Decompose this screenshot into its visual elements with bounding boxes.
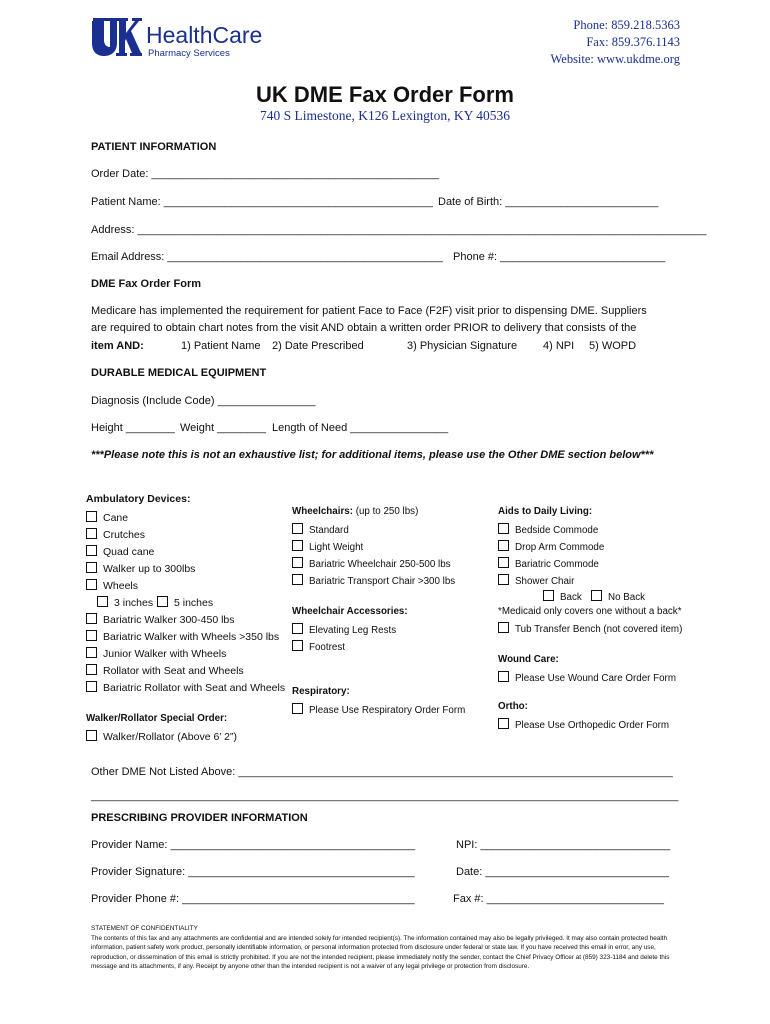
date-field[interactable]: Date: ______________________________ [456, 866, 669, 878]
provider-phone-field[interactable]: Provider Phone #: ______________________________________ [91, 893, 415, 905]
checkbox-icon[interactable] [86, 528, 97, 539]
checkbox-walker-special[interactable]: Walker/Rollator (Above 6’ 2”) [86, 730, 237, 743]
ortho-heading: Ortho: [498, 701, 528, 712]
checkbox-icon[interactable] [86, 562, 97, 573]
checkbox-icon[interactable] [498, 540, 509, 551]
checkbox-wheels[interactable]: Wheels [86, 579, 138, 592]
checkbox-icon[interactable] [498, 718, 509, 729]
checkbox-bariatric-commode[interactable]: Bariatric Commode [498, 557, 599, 570]
checkbox-light-weight[interactable]: Light Weight [292, 540, 363, 553]
checkbox-icon[interactable] [292, 623, 303, 634]
checkbox-icon[interactable] [86, 681, 97, 692]
brand-sub: Pharmacy Services [148, 48, 230, 59]
checkbox-junior-walker[interactable]: Junior Walker with Wheels [86, 647, 226, 660]
medicare-text-line1: Medicare has implemented the requirement for patient Face to Face (F2F) visit prior to dispensing DME. Suppliers [91, 305, 647, 317]
checkbox-respiratory[interactable]: Please Use Respiratory Order Form [292, 703, 465, 716]
brand-name: HealthCare [146, 22, 263, 48]
checkbox-bariatric-transport[interactable]: Bariatric Transport Chair >300 lbs [292, 574, 455, 587]
checkbox-crutches[interactable]: Crutches [86, 528, 145, 541]
checkbox-icon[interactable] [97, 596, 108, 607]
header-fax: Fax: 859.376.1143 [586, 35, 680, 49]
checkbox-icon[interactable] [543, 590, 554, 601]
checkbox-icon[interactable] [86, 664, 97, 675]
provider-signature-field[interactable]: Provider Signature: _____________________________________ [91, 866, 415, 878]
confidentiality-text: The contents of this fax and any attachments are confidential and are intended solely for intended recipient(s). The information contained may also be legally privileged. It may also contain protected health information, patient safety work product, personally identifiable information, or personal information protected from disclosure under federal or state law. If you have received this email in error, any use, reproduction, or dissemination of this email is strictly prohibited. If you are not the intended recipient, please immediately notify the sender, contact the Chief Privacy Officer at (859) 323-1184 and delete this message and its attachments, if any. Receipt by anyone other than the intended recipient is not a waiver of any legal privilege or protection from disclosure. [91, 935, 670, 971]
checkbox-icon[interactable] [292, 540, 303, 551]
requirement-5: 5) WOPD [589, 340, 637, 352]
checkbox-3-inches[interactable]: 3 inches [97, 596, 153, 609]
other-dme-line2[interactable]: ________________________________________________________________________________________________ [91, 790, 679, 802]
ambulatory-heading: Ambulatory Devices: [86, 493, 191, 505]
checkbox-standard[interactable]: Standard [292, 523, 349, 536]
header-phone: Phone: 859.218.5363 [573, 18, 680, 32]
checkbox-icon[interactable] [591, 590, 602, 601]
exhaustive-note: ***Please note this is not an exhaustive list; for additional items, please use the Other DME section below*** [91, 449, 654, 461]
form-address: 740 S Limestone, K126 Lexington, KY 40536 [260, 108, 510, 123]
checkbox-icon[interactable] [86, 613, 97, 624]
dme-heading: DURABLE MEDICAL EQUIPMENT [91, 367, 267, 379]
checkbox-icon[interactable] [86, 579, 97, 590]
checkbox-icon[interactable] [498, 671, 509, 682]
medicare-text-line2: are required to obtain chart notes from the visit AND obtain a written order PRIOR to delivery that consists of the [91, 322, 637, 334]
checkbox-icon[interactable] [498, 557, 509, 568]
wheelchairs-heading: Wheelchairs: (up to 250 lbs) [292, 506, 419, 517]
wound-care-heading: Wound Care: [498, 654, 559, 665]
checkbox-icon[interactable] [292, 640, 303, 651]
checkbox-icon[interactable] [498, 574, 509, 585]
phone-field[interactable]: Phone #: ___________________________ [453, 251, 666, 263]
checkbox-back[interactable]: Back [543, 590, 582, 603]
requirement-1: 1) Patient Name [181, 340, 261, 352]
uk-logo [92, 16, 142, 58]
provider-fax-field[interactable]: Fax #: _____________________________ [453, 893, 665, 905]
uk-logo-mark [92, 16, 142, 58]
diagnosis-field[interactable]: Diagnosis (Include Code) ________________ [91, 395, 316, 407]
npi-field[interactable]: NPI: _______________________________ [456, 839, 671, 851]
medicaid-note: *Medicaid only covers one without a back* [498, 606, 682, 617]
checkbox-bariatric-rollator[interactable]: Bariatric Rollator with Seat and Wheels [86, 681, 285, 694]
dme-form-heading: DME Fax Order Form [91, 278, 202, 290]
checkbox-icon[interactable] [86, 511, 97, 522]
checkbox-icon[interactable] [86, 630, 97, 641]
checkbox-tub-bench[interactable]: Tub Transfer Bench (not covered item) [498, 622, 682, 635]
checkbox-5-inches[interactable]: 5 inches [157, 596, 213, 609]
email-field[interactable]: Email Address: _____________________________________________ [91, 251, 443, 263]
wheelchair-acc-heading: Wheelchair Accessories: [292, 606, 408, 617]
other-dme-field[interactable]: Other DME Not Listed Above: _______________________________________________________________________ [91, 766, 673, 778]
checkbox-rollator[interactable]: Rollator with Seat and Wheels [86, 664, 244, 677]
item-and-label: item AND: [91, 340, 144, 352]
length-of-need-field[interactable]: Length of Need ________________ [272, 422, 449, 434]
checkbox-bariatric-walker-wheels[interactable]: Bariatric Walker with Wheels >350 lbs [86, 630, 279, 643]
checkbox-icon[interactable] [86, 730, 97, 741]
checkbox-cane[interactable]: Cane [86, 511, 128, 524]
checkbox-icon[interactable] [498, 523, 509, 534]
patient-name-field[interactable]: Patient Name: ____________________________________________ [91, 196, 433, 208]
daily-living-heading: Aids to Daily Living: [498, 506, 593, 517]
page-title: UK DME Fax Order Form [256, 82, 514, 107]
patient-info-heading: PATIENT INFORMATION [91, 141, 217, 153]
checkbox-icon[interactable] [292, 557, 303, 568]
checkbox-icon[interactable] [157, 596, 168, 607]
confidentiality-heading: STATEMENT OF CONFIDENTIALITY [91, 925, 198, 932]
checkbox-no-back[interactable]: No Back [591, 590, 645, 603]
checkbox-icon[interactable] [498, 622, 509, 633]
checkbox-shower-chair[interactable]: Shower Chair [498, 574, 574, 587]
checkbox-footrest[interactable]: Footrest [292, 640, 345, 653]
height-field[interactable]: Height ________ [91, 422, 175, 434]
checkbox-drop-arm-commode[interactable]: Drop Arm Commode [498, 540, 604, 553]
walker-special-heading: Walker/Rollator Special Order: [86, 713, 228, 724]
weight-field[interactable]: Weight ________ [180, 422, 267, 434]
checkbox-bedside-commode[interactable]: Bedside Commode [498, 523, 598, 536]
provider-name-field[interactable]: Provider Name: ________________________________________ [91, 839, 416, 851]
checkbox-bariatric-wheelchair[interactable]: Bariatric Wheelchair 250-500 lbs [292, 557, 451, 570]
checkbox-icon[interactable] [292, 574, 303, 585]
order-date-field[interactable]: Order Date: _______________________________________________ [91, 168, 440, 180]
checkbox-wound-care[interactable]: Please Use Wound Care Order Form [498, 671, 676, 684]
checkbox-walker[interactable]: Walker up to 300lbs [86, 562, 195, 575]
header-website: Website: www.ukdme.org [550, 52, 680, 66]
requirement-4: 4) NPI [543, 340, 575, 352]
checkbox-icon[interactable] [292, 523, 303, 534]
dob-field[interactable]: Date of Birth: _________________________ [438, 196, 659, 208]
respiratory-heading: Respiratory: [292, 686, 350, 697]
checkbox-icon[interactable] [86, 647, 97, 658]
address-field[interactable]: Address: _____________________________________________________________________________________________ [91, 224, 707, 236]
checkbox-ortho[interactable]: Please Use Orthopedic Order Form [498, 718, 669, 731]
checkbox-bariatric-walker[interactable]: Bariatric Walker 300-450 lbs [86, 613, 235, 626]
requirement-2: 2) Date Prescribed [272, 340, 364, 352]
checkbox-icon[interactable] [86, 545, 97, 556]
requirement-3: 3) Physician Signature [407, 340, 518, 352]
checkbox-leg-rests[interactable]: Elevating Leg Rests [292, 623, 396, 636]
provider-heading: PRESCRIBING PROVIDER INFORMATION [91, 812, 308, 824]
checkbox-icon[interactable] [292, 703, 303, 714]
checkbox-quad-cane[interactable]: Quad cane [86, 545, 154, 558]
